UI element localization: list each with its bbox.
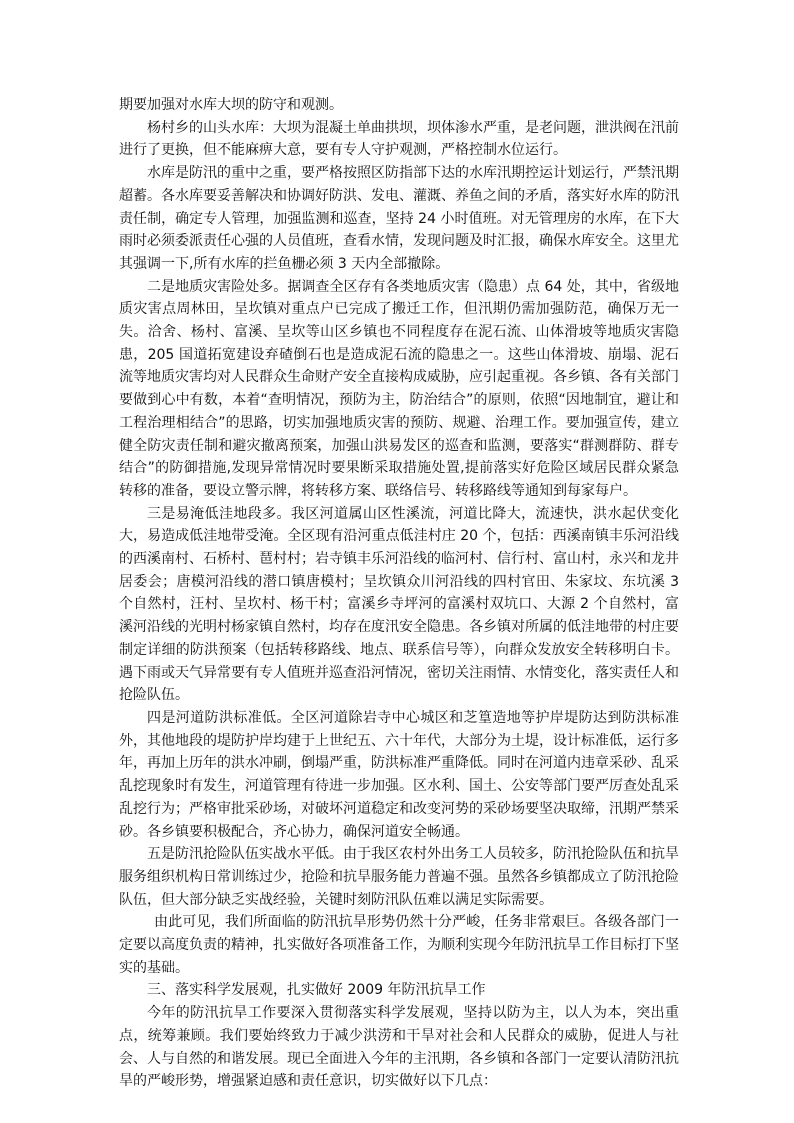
paragraph-rescue-teams: 五是防汛抢险队伍实战水平低。由于我区农村外出务工人员较多，防汛抢险队伍和抗旱服务组织机构日常训练过少，抢险和抗旱服务能力普遍不强。虽然各乡镇都成立了防汛抢险队伍，但大部分缺乏实战经验，关键时刻防汛队伍难以满足实际需要。 — [119, 846, 679, 908]
paragraph-river-standards: 四是河道防洪标准低。全区河道除岩寺中心城区和芝篁造地等护岸堤防达到防洪标准外，其他地段的堤防护岸均建于上世纪五、六十年代，大部分为土堤，设计标准低，运行多年，再加上历年的洪水冲刷，倒塌严重，防洪标准严重降低。同时在河道内违章采砂、乱采乱挖现象时有发生，河道管理有待进一步加强。区水利、国土、公安等部门要严厉查处乱采乱挖行为；严格审批采砂场，对破坏河道稳定和改变河势的采砂场要坚决取缔，汛期严禁采砂。各乡镇要积极配合，齐心协力，确保河道安全畅通。 — [119, 709, 679, 840]
paragraph-low-lying-areas: 三是易淹低洼地段多。我区河道属山区性溪流，河道比降大，流速快，洪水起伏变化大，易造成低洼地带受淹。全区现有沿河重点低洼村庄 20 个，包括：西溪南镇丰乐河沿线的西溪南村、石桥村、琶村村；岩寺镇丰乐河沿线的临河村、信行村、富山村，永兴和龙井居委会；唐模河沿线的潜口镇唐模村；呈坎镇众川河沿线的四村官田、朱家坟、东坑溪 3 个自然村，汪村、呈坎村、杨干村；富溪乡寺坪河的富溪村双坑口、大源 2 个自然村，富溪河沿线的光明村杨家镇自然村，均存在度汛安全隐患。各乡镇对所属的低洼地带的村庄要制定详细的防洪预案（包括转移路线、地点、联系信号等），向群众发放安全转移明白卡。遇下雨或天气异常要有专人值班并巡查沿河情况，密切关注雨情、水情变化，落实责任人和抢险队伍。 — [119, 505, 679, 704]
paragraph-work-plan: 今年的防汛抗旱工作要深入贯彻落实科学发展观，坚持以防为主，以人为本，突出重点，统筹兼顾。我们要始终致力于减少洪涝和干旱对社会和人民群众的威胁，促进人与社会、人与自然的和谐发展。现已全面进入今年的主汛期，各乡镇和各部门一定要认清防汛抗旱的严峻形势，增强紧迫感和责任意识，切实做好以下几点： — [119, 1005, 679, 1090]
document-body — [119, 94, 679, 1093]
paragraph-reservoir-safety: 水库是防汛的重中之重，要严格按照区防指部下达的水库汛期控运计划运行，严禁汛期超蓄。各水库要妥善解决和协调好防洪、发电、灌溉、养鱼之间的矛盾，落实好水库的防汛责任制，确定专人管理，加强监测和巡查，坚持 24 小时值班。对无管理房的水库，在下大雨时必须委派责任心强的人员值班，查看水情，发现问题及时汇报，确保水库安全。这里尤其强调一下,所有水库的拦鱼栅必须 3 天内全部撤除。 — [119, 165, 679, 272]
paragraph-geological-hazards: 二是地质灾害险处多。据调查全区存有各类地质灾害（隐患）点 64 处，其中，省级地质灾害点周林田，呈坎镇对重点户已完成了搬迁工作，但汛期仍需加强防范，确保万无一失。洽舍、杨村、富溪、呈坎等山区乡镇也不同程度存在泥石流、山体滑坡等地质灾害隐患，205 国道拓宽建设弃碴倒石也是造成泥石流的隐患之一。这些山体滑坡、崩塌、泥石流等地质灾害均对人民群众生命财产安全直接构成威胁，应引起重视。各乡镇、各有关部门要做到心中有数，本着“查明情况，预防为主，防治结合”的原则，依照“因地制宜，避让和工程治理相结合”的思路，切实加强地质灾害的预防、规避、治理工作。要加强宣传，建立健全防灾责任制和避灾撤离预案，加强山洪易发区的巡查和监测，要落实“群测群防、群专结合”的防御措施,发现异常情况时要果断采取措施处置,提前落实好危险区域居民群众紧急转移的准备，要设立警示牌，将转移方案、联络信号、转移路线等通知到每家每户。 — [119, 278, 679, 499]
paragraph-continuation: 期要加强对水库大坝的防守和观测。 — [119, 97, 343, 113]
paragraph-shantou-reservoir: 杨村乡的山头水库：大坝为混凝土单曲拱坝，坝体渗水严重，是老问题，泄洪阀在汛前进行了更换，但不能麻痹大意，要有专人守护观测，严格控制水位运行。 — [119, 119, 679, 159]
paragraph-summary: 由此可见，我们所面临的防汛抗旱形势仍然十分严峻，任务非常艰巨。各级各部门一定要以高度负责的精神，扎实做好各项准备工作，为顺利实现今年防汛抗旱工作目标打下坚实的基础。 — [119, 914, 679, 976]
section-heading-3: 三、落实科学发展观，扎实做好 2009 年防汛抗旱工作 — [147, 982, 486, 999]
